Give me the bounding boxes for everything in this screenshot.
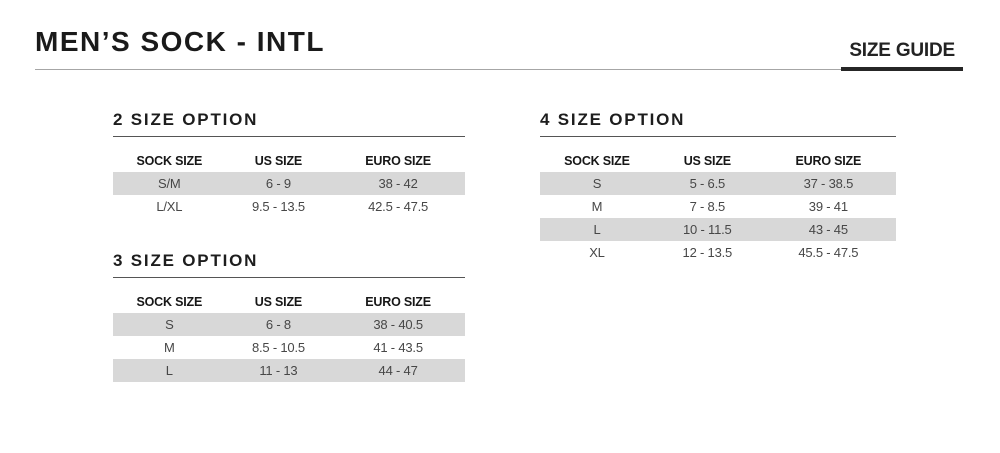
section-heading-2-size: 2 SIZE OPTION (113, 111, 465, 137)
table-row (113, 172, 465, 195)
cell-sock-size: XL (589, 245, 605, 260)
column-header-us-size: US SIZE (683, 153, 731, 168)
cell-us-size: 10 - 11.5 (683, 222, 732, 237)
cell-euro-size: 42.5 - 47.5 (368, 199, 429, 214)
cell-euro-size: 38 - 42 (378, 176, 418, 191)
section-4-size-option (540, 111, 896, 264)
table-3-size (113, 291, 465, 382)
cell-us-size: 5 - 6.5 (689, 176, 726, 191)
section-heading-4-size: 4 SIZE OPTION (540, 111, 896, 137)
table-2-size (113, 150, 465, 218)
cell-sock-size: M (163, 340, 175, 355)
column-header-euro-size: EURO SIZE (795, 153, 862, 168)
column-header-sock-size: SOCK SIZE (136, 294, 203, 309)
table-header-row (113, 291, 465, 312)
section-heading-3-size: 3 SIZE OPTION (113, 252, 465, 278)
cell-euro-size: 38 - 40.5 (373, 317, 423, 332)
cell-us-size: 7 - 8.5 (689, 199, 726, 214)
cell-sock-size: S (592, 176, 602, 191)
cell-us-size: 6 - 8 (265, 317, 291, 332)
cell-us-size: 11 - 13 (259, 363, 298, 378)
table-row (113, 195, 465, 218)
table-row (113, 336, 465, 359)
cell-sock-size: M (591, 199, 603, 214)
cell-euro-size: 43 - 45 (808, 222, 848, 237)
column-header-sock-size: SOCK SIZE (136, 153, 203, 168)
column-header-us-size: US SIZE (254, 153, 303, 168)
cell-sock-size: S/M (158, 176, 181, 191)
column-header-euro-size: EURO SIZE (365, 153, 431, 168)
table-header-row (540, 150, 896, 171)
cell-us-size: 9.5 - 13.5 (251, 199, 305, 214)
cell-us-size: 6 - 9 (265, 176, 291, 191)
cell-sock-size: S (165, 317, 174, 332)
cell-euro-size: 41 - 43.5 (373, 340, 423, 355)
table-row (113, 359, 465, 382)
table-row (540, 241, 896, 264)
tab-size-guide[interactable] (849, 41, 955, 69)
left-column (113, 111, 465, 382)
table-row (540, 195, 896, 218)
cell-euro-size: 37 - 38.5 (803, 176, 854, 191)
table-header-row (113, 150, 465, 171)
cell-euro-size: 44 - 47 (378, 363, 418, 378)
section-2-size-option (113, 111, 465, 218)
column-header-sock-size: SOCK SIZE (564, 153, 630, 168)
header (35, 0, 955, 70)
tab-size-guide-label: SIZE GUIDE (849, 40, 955, 61)
table-row (113, 313, 465, 336)
table-row (540, 218, 896, 241)
column-header-us-size: US SIZE (254, 294, 303, 309)
cell-us-size: 8.5 - 10.5 (251, 340, 305, 355)
table-row (540, 172, 896, 195)
page-title: MEN’S SOCK - INTL (35, 26, 325, 57)
table-4-size (540, 150, 896, 264)
cell-euro-size: 45.5 - 47.5 (798, 245, 859, 260)
section-3-size-option (113, 252, 465, 382)
tab-active-underline (841, 67, 963, 71)
cell-sock-size: L (593, 222, 601, 237)
cell-sock-size: L (165, 363, 173, 378)
column-header-euro-size: EURO SIZE (365, 294, 431, 309)
cell-sock-size: L/XL (156, 199, 183, 214)
right-column (540, 111, 896, 264)
cell-us-size: 12 - 13.5 (682, 245, 733, 260)
cell-euro-size: 39 - 41 (808, 199, 848, 214)
